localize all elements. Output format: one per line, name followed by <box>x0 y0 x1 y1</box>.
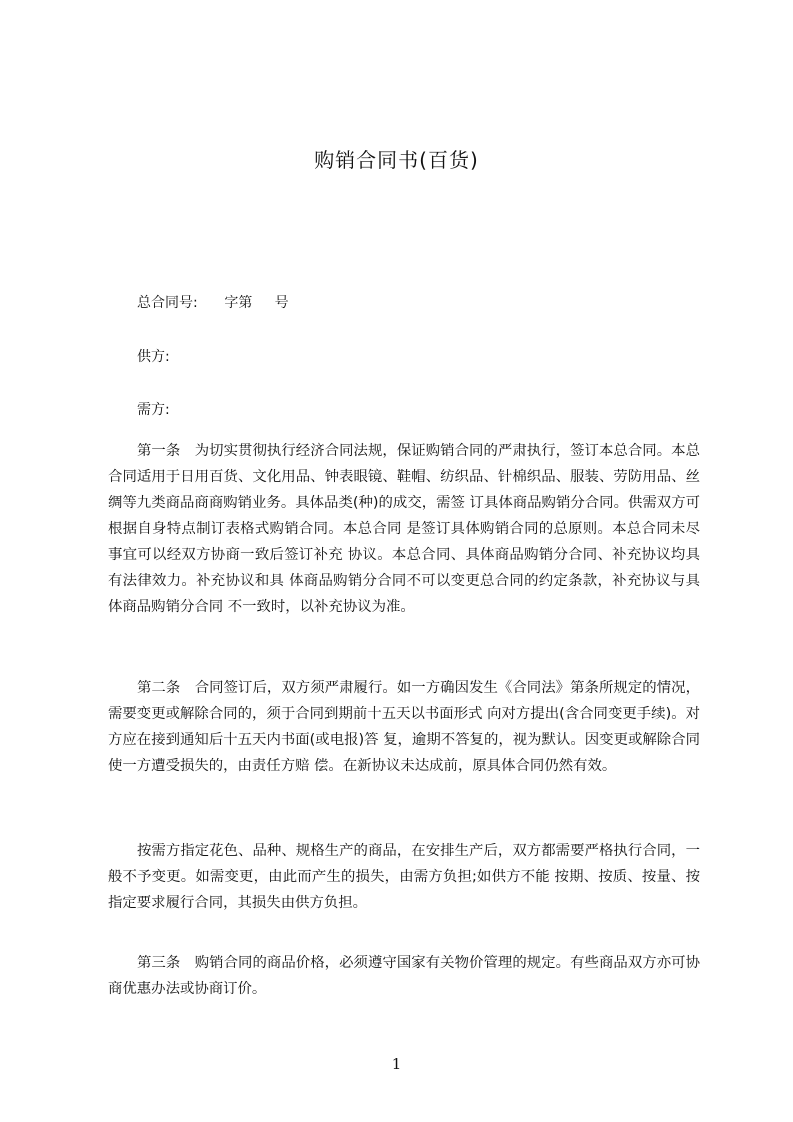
document-title: 购销合同书(百货) <box>314 148 479 172</box>
buyer-label: 需方: <box>137 402 170 418</box>
page-number: 1 <box>391 1055 402 1073</box>
clause-1-paragraph: 第一条 为切实贯彻执行经济合同法规，保证购销合同的严肃执行，签订本总合同。本总合同适用于日用百货、文化用品、钟表眼镜、鞋帽、纺织品、针棉织品、服装、劳防用品、丝绸等九类商品商商购销业务。具体品类(种)的成交，需签 订具体商品购销分合同。供需双方可根据自身特点制订表格式购销合同。本总合同 是签订具体购销合同的总原则。本总合同未尽事宜可以经双方协商一致后签订补充 协议。本总合同、具体商品购销分合同、补充协议均具有法律效力。补充协议和具 体商品购销分合同不可以变更总合同的约定条款，补充协议与具体商品购销分合同 不一致时，以补充协议为准。 <box>108 443 700 615</box>
clause-2-supplement-paragraph: 按需方指定花色、品种、规格生产的商品，在安排生产后，双方都需要严格执行合同，一般不予变更。如需变更，由此而产生的损失，由需方负担;如供方不能 按期、按质、按量、按指定要求履行合同，其损失由供方负担。 <box>108 843 700 911</box>
supplier-label: 供方: <box>137 349 170 365</box>
clause-3-paragraph: 第三条 购销合同的商品价格，必须遵守国家有关物价管理的规定。有些商品双方亦可协商优惠办法或协商订价。 <box>108 955 700 997</box>
contract-number-line: 总合同号: 字第 号 <box>137 295 289 311</box>
clause-2-paragraph: 第二条 合同签订后，双方须严肃履行。如一方确因发生《合同法》第条所规定的情况，需要变更或解除合同的，须于合同到期前十五天以书面形式 向对方提出(含合同变更手续)。对方应在接到通知后十五天内书面(或电报)答 复，逾期不答复的，视为默认。因变更或解除合同使一方遭受损失的，由责任方赔 偿。在新协议未达成前，原具体合同仍然有效。 <box>108 680 700 774</box>
